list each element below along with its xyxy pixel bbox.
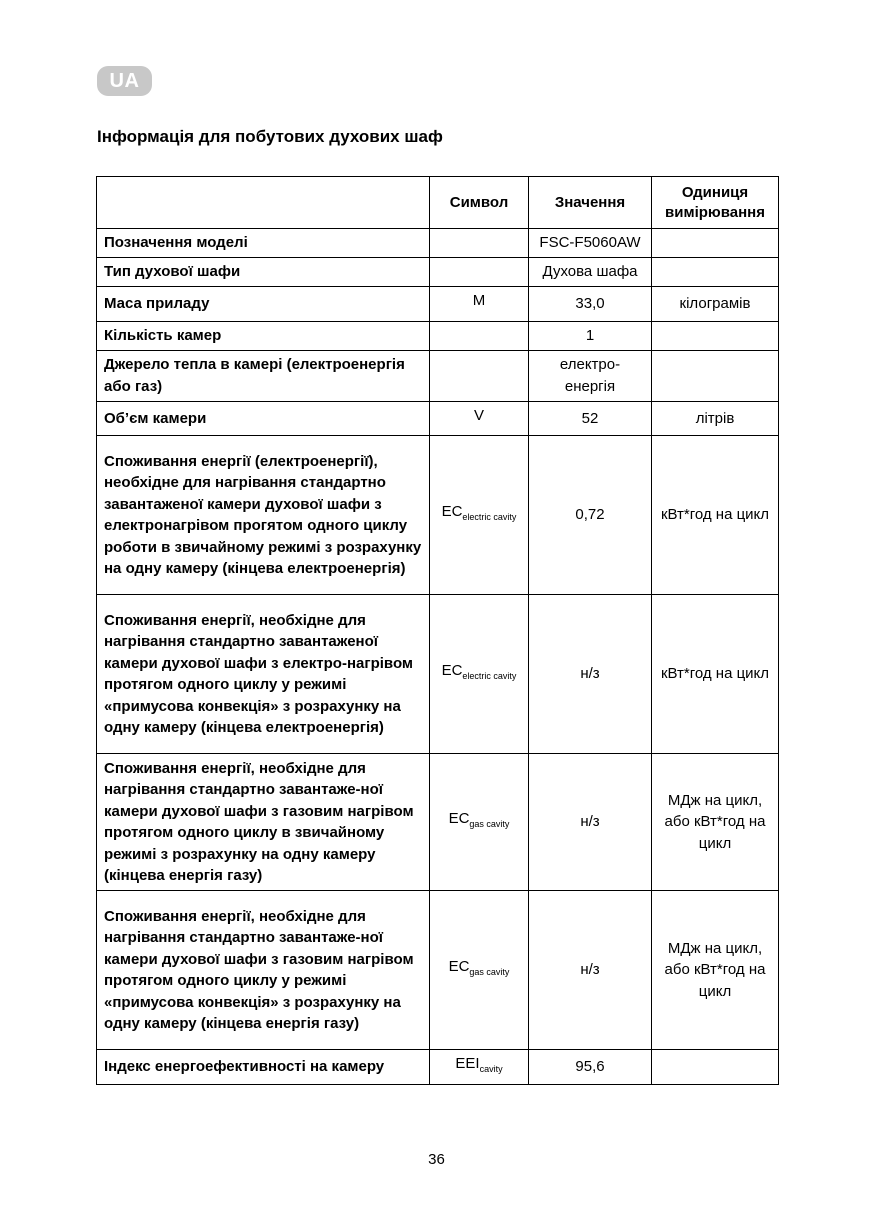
unit-cell <box>652 350 779 401</box>
unit-cell: МДж на цикл, або кВт*год на цикл <box>652 891 779 1050</box>
table-row <box>97 321 779 350</box>
symbol-cell <box>430 287 529 322</box>
unit-cell: МДж на цикл, або кВт*год на цикл <box>652 754 779 891</box>
page-number: 36 <box>428 1151 445 1168</box>
symbol-cell <box>430 754 529 891</box>
symbol-subscript: electric cavity <box>462 671 517 682</box>
table-row <box>97 595 779 754</box>
table-row <box>97 436 779 595</box>
symbol-cell <box>430 321 529 350</box>
table-header-row <box>97 177 779 229</box>
parameter-cell: Індекс енергоефективності на камеру <box>97 1050 430 1085</box>
symbol-subscript: cavity <box>479 1064 503 1074</box>
symbol-cell <box>430 350 529 401</box>
language-badge: UA <box>97 66 152 96</box>
parameter-cell: Споживання енергії (електроенергії), необхідне для нагрівання стандартно завантаженої камери духової шафи з електронагрівом прогятом одного циклу роботи в звичайному режимі з розрахунку на одну камеру (кінцева електроенергія) <box>97 436 430 595</box>
parameter-cell: Тип духової шафи <box>97 258 430 287</box>
table-row <box>97 754 779 891</box>
header-symbol: Символ <box>430 177 529 229</box>
header-parameter <box>97 177 430 229</box>
symbol-text: M <box>472 292 486 309</box>
value-cell: н/з <box>529 754 652 891</box>
value-cell: Духова шафа <box>529 258 652 287</box>
parameter-cell: Об’єм камери <box>97 401 430 436</box>
symbol-cell <box>430 1050 529 1085</box>
symbol-text: V <box>473 406 484 424</box>
table-row <box>97 1050 779 1085</box>
parameter-cell: Споживання енергії, необхідне для нагрівання стандартно завантаже-ної камери духової шафи з газовим нагрівом протягом одного циклу в звичайному режимі з розрахунку на одну камеру (кінцева енергія газу) <box>97 754 430 891</box>
value-cell: 0,72 <box>529 436 652 595</box>
unit-cell <box>652 229 779 258</box>
table-body <box>97 229 779 1085</box>
value-cell: 52 <box>529 401 652 436</box>
symbol-text: EC <box>441 662 463 680</box>
symbol-text: EC <box>448 958 470 976</box>
symbol-cell <box>430 401 529 436</box>
table-row <box>97 258 779 287</box>
symbol-cell <box>430 891 529 1050</box>
parameter-cell: Маса приладу <box>97 287 430 322</box>
oven-info-table <box>96 176 779 1085</box>
table-row <box>97 229 779 258</box>
unit-cell: літрів <box>652 401 779 436</box>
parameter-cell: Джерело тепла в камері (електроенергія або газ) <box>97 350 430 401</box>
unit-cell: кВт*год на цикл <box>652 436 779 595</box>
unit-cell: кВт*год на цикл <box>652 595 779 754</box>
parameter-cell: Позначення моделі <box>97 229 430 258</box>
parameter-cell: Кількість камер <box>97 321 430 350</box>
symbol-cell <box>430 258 529 287</box>
symbol-cell <box>430 436 529 595</box>
value-cell: FSC-F5060AW <box>529 229 652 258</box>
header-unit: Одиниця вимірювання <box>652 177 779 229</box>
symbol-cell <box>430 595 529 754</box>
table-row <box>97 401 779 436</box>
unit-cell <box>652 1050 779 1085</box>
symbol-text: EC <box>448 810 470 828</box>
page-title: Інформація для побутових духових шаф <box>97 127 443 146</box>
symbol-text: EEI <box>455 1055 480 1072</box>
value-cell: електро-енергія <box>529 350 652 401</box>
value-cell: 33,0 <box>529 287 652 322</box>
table-row <box>97 350 779 401</box>
symbol-cell <box>430 229 529 258</box>
value-cell: н/з <box>529 891 652 1050</box>
unit-cell <box>652 321 779 350</box>
value-cell: 95,6 <box>529 1050 652 1085</box>
symbol-text: EC <box>441 503 463 521</box>
table-row <box>97 891 779 1050</box>
header-value: Значення <box>529 177 652 229</box>
unit-cell <box>652 258 779 287</box>
parameter-cell: Споживання енергії, необхідне для нагрівання стандартно завантаженої камери духової шафи з електро-нагрівом протягом одного циклу у режимі «примусова конвекція» з розрахунку на одну камеру (кінцева електроенергія) <box>97 595 430 754</box>
parameter-cell: Споживання енергії, необхідне для нагрівання стандартно завантаже-ної камери духової шафи з газовим нагрівом протягом одного циклу у режимі «примусова конвекція» з розрахунку на одну камеру (кінцева енергія газу) <box>97 891 430 1050</box>
unit-cell: кілограмів <box>652 287 779 322</box>
symbol-subscript: gas cavity <box>469 819 510 830</box>
symbol-subscript: electric cavity <box>462 512 517 523</box>
value-cell: 1 <box>529 321 652 350</box>
value-cell: н/з <box>529 595 652 754</box>
table-row <box>97 287 779 322</box>
symbol-subscript: gas cavity <box>469 967 510 978</box>
